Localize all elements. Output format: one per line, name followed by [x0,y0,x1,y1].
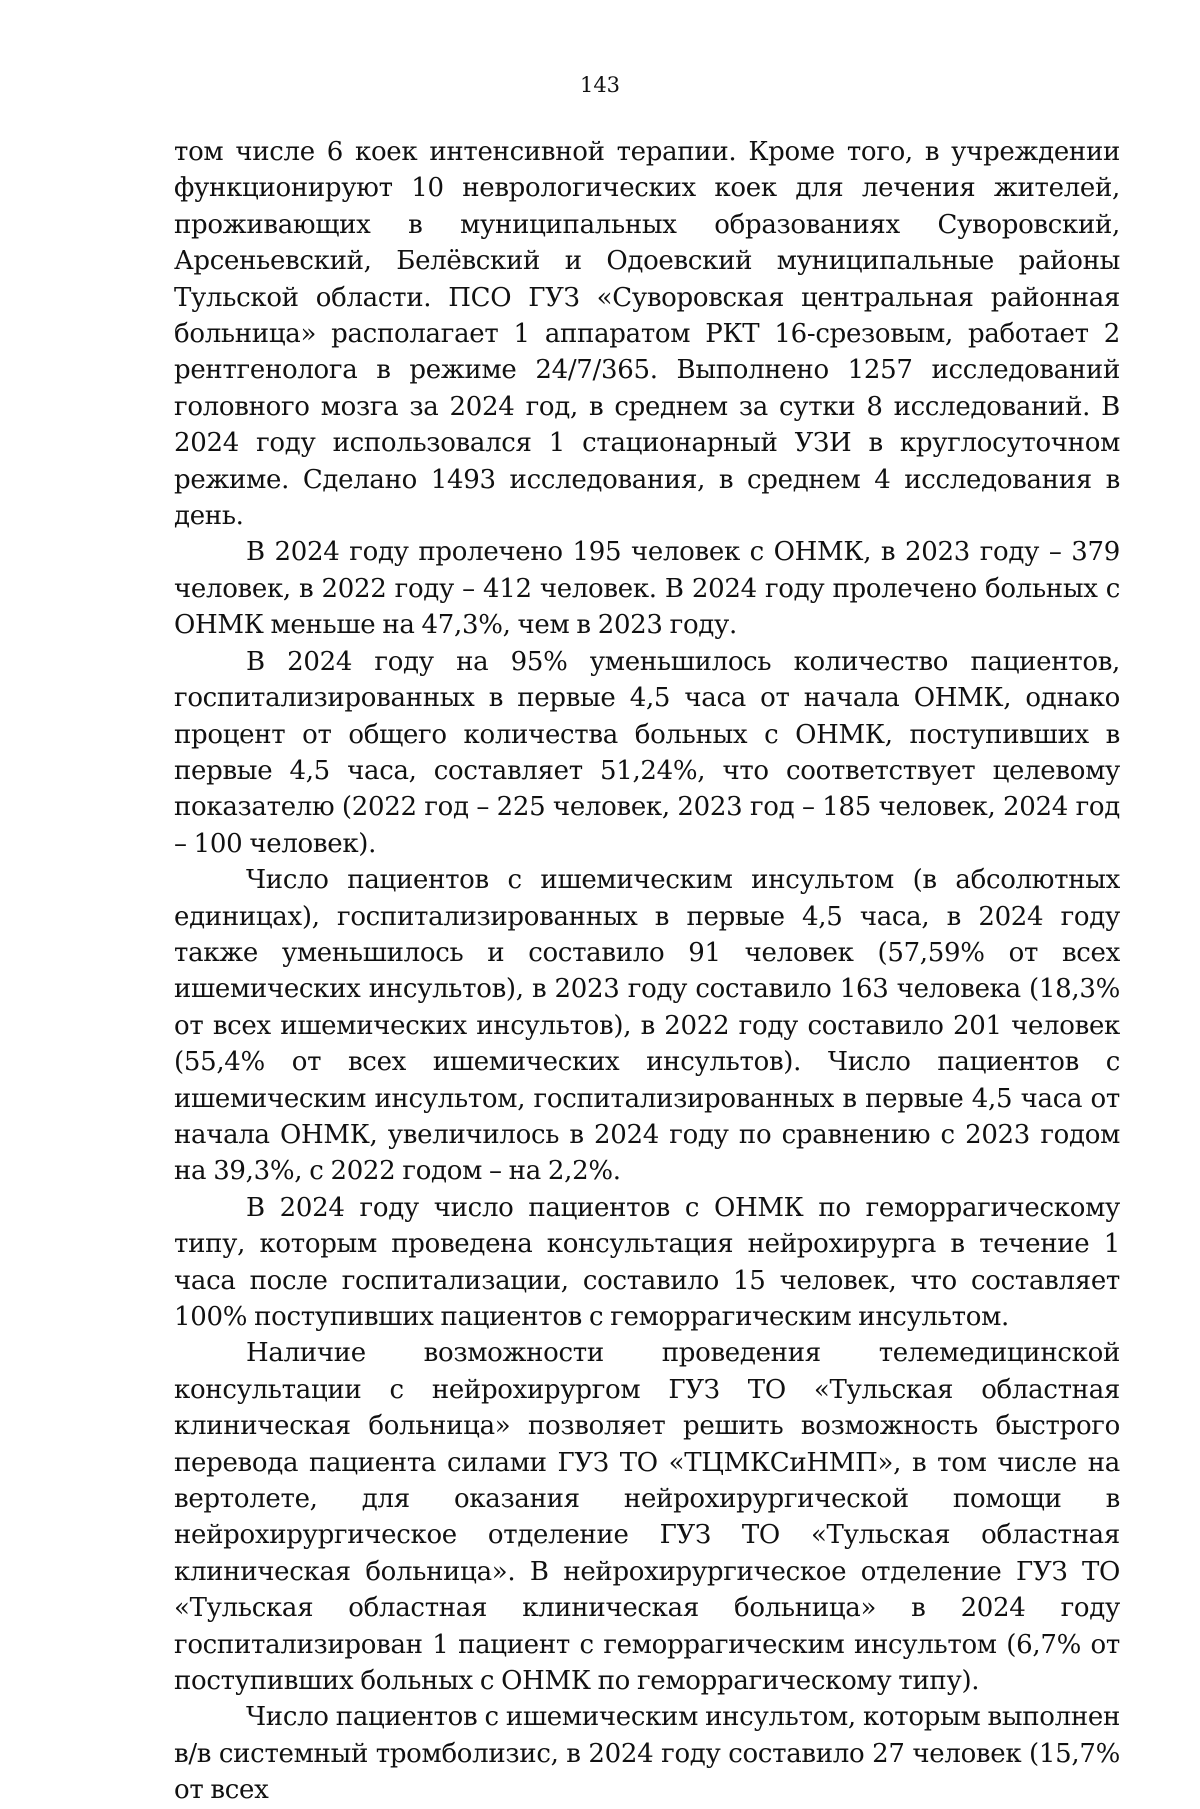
paragraph-ischemic-stroke: Число пациентов с ишемическим инсультом (в абсолютных единицах), госпитализированных в первые 4,5 часа, в 2024 году также уменьшилось и составило 91 человек (57,59% от всех ишемических инсультов), в 2023 году составило 163 человека (18,3% от всех ишемических инсультов), в 2022 году составило 201 человек (55,4% от всех ишемических инсультов). Число пациентов с ишемическим инсультом, госпитализированных в первые 4,5 часа от начала ОНМК, увеличилось в 2024 году по сравнению с 2023 годом на 39,3%, с 2022 годом – на 2,2%. [174,865,1120,1187]
paragraph-early-hospitalization: В 2024 году на 95% уменьшилось количество пациентов, госпитализированных в первые 4,5 часа от начала ОНМК, однако процент от общего количества больных с ОНМК, поступивших в первые 4,5 часа, составляет 51,24%, что соответствует целевому показателю (2022 год – 225 человек, 2023 год – 185 человек, 2024 год – 100 человек). [174,646,1120,859]
paragraph-telemedicine: Наличие возможности проведения телемедицинской консультации с нейрохирургом ГУЗ ТО «Тульская областная клиническая больница» позволяет решить возможность быстрого перевода пациента силами ГУЗ ТО «ТЦМКСиНМП», в том числе на вертолете, для оказания нейрохирургической помощи в нейрохирургическое отделение ГУЗ ТО «Тульская областная клиническая больница». В нейрохирургическое отделение ГУЗ ТО «Тульская областная клиническая больница» в 2024 году госпитализирован 1 пациент с геморрагическим инсультом (6,7% от поступивших больных с ОНМК по геморрагическому типу). [174,1338,1120,1697]
paragraph-hemorrhagic-consultation: В 2024 году число пациентов с ОНМК по геморрагическому типу, которым проведена консультация нейрохирурга в течение 1 часа после госпитализации, составило 15 человек, что составляет 100% поступивших пациентов с геморрагическим инсультом. [174,1192,1120,1332]
paragraph-treated-patients: В 2024 году пролечено 195 человек с ОНМК, в 2023 году – 379 человек, в 2022 году – 412 человек. В 2024 году пролечено больных с ОНМК меньше на 47,3%, чем в 2023 году. [174,537,1120,641]
paragraph-thrombolysis: Число пациентов с ишемическим инсультом, которым выполнен в/в системный тромболизис, в 2024 году составило 27 человек (15,7% от всех [174,1702,1120,1806]
paragraph-equipment: том числе 6 коек интенсивной терапии. Кроме того, в учреждении функционируют 10 неврологических коек для лечения жителей, проживающих в муниципальных образованиях Суворовский, Арсеньевский, Белёвский и Одоевский муниципальные районы Тульской области. ПСО ГУЗ «Суворовская центральная районная больница» располагает 1 аппаратом РКТ 16-срезовым, работает 2 рентгенолога в режиме 24/7/365. Выполнено 1257 исследований головного мозга за 2024 год, в среднем за сутки 8 исследований. В 2024 году использовался 1 стационарный УЗИ в круглосуточном режиме. Сделано 1493 исследования, в среднем 4 исследования в день. [174,137,1120,532]
page-number: 143 [579,73,621,97]
body-text [174,134,1120,1809]
